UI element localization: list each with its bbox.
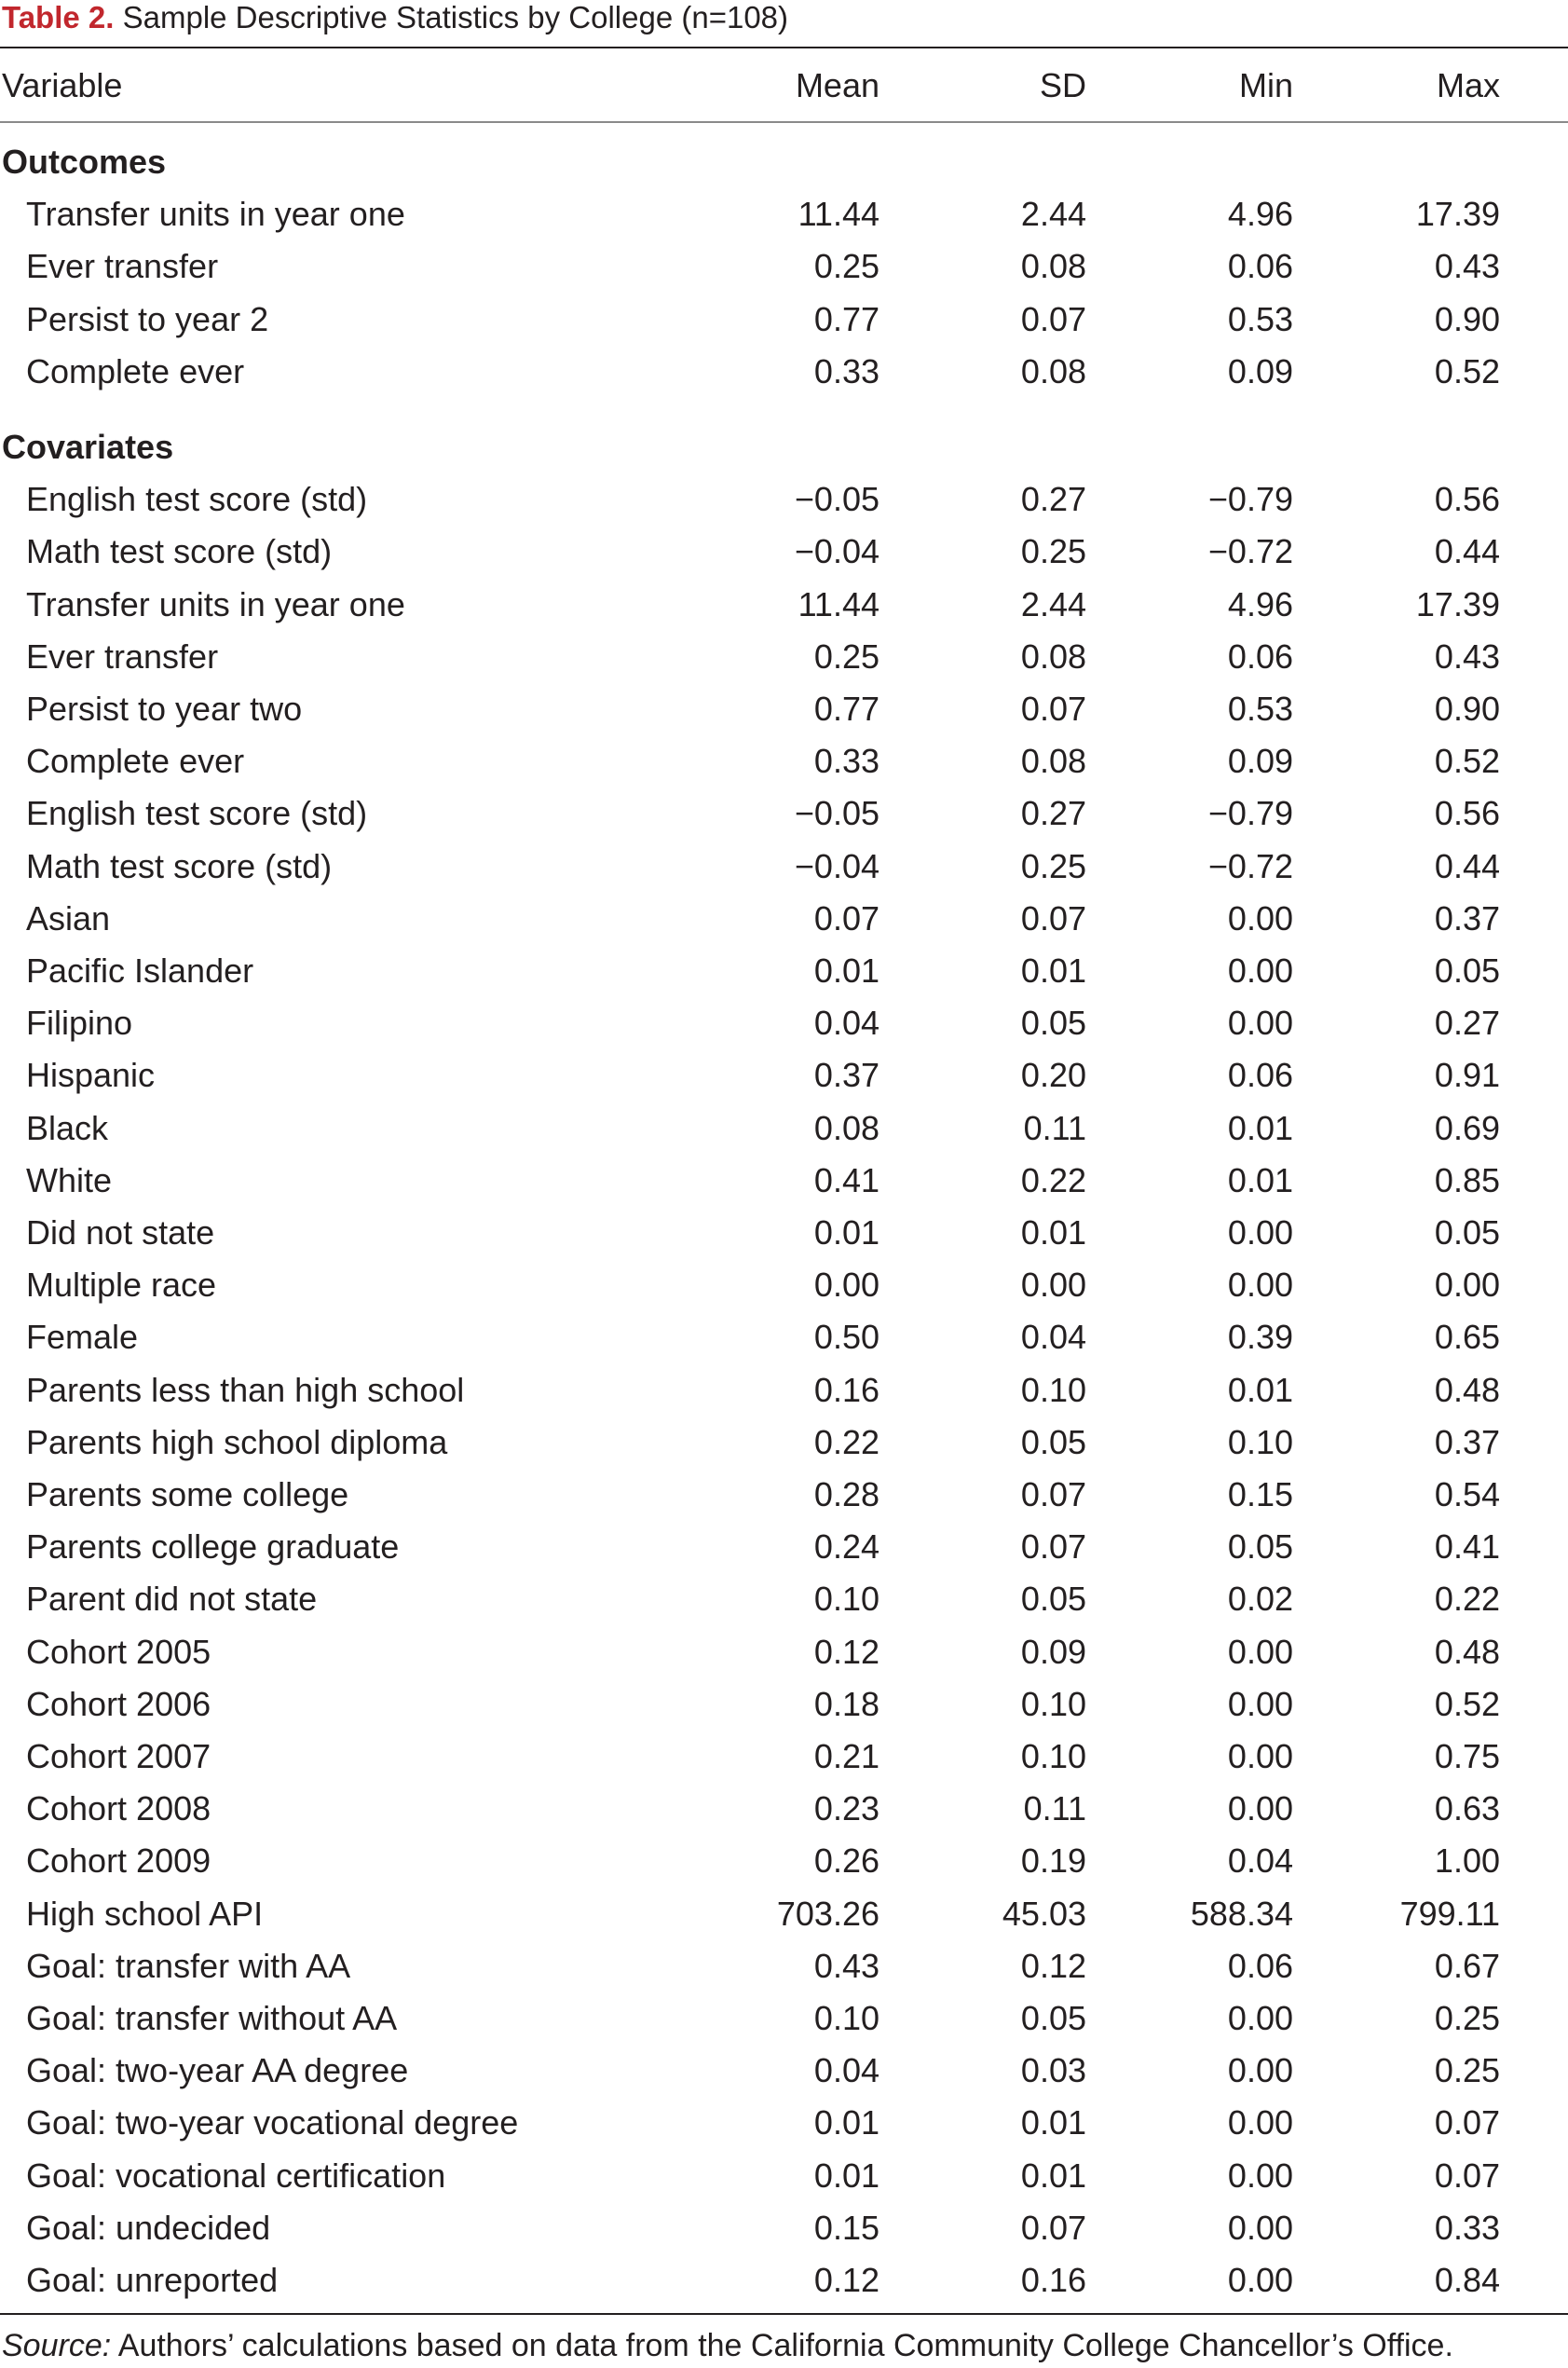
cell-min: 0.00: [1227, 2103, 1293, 2142]
cell-variable: Complete ever: [26, 351, 245, 390]
cell-min: 0.06: [1227, 1056, 1293, 1095]
cell-mean: 0.15: [813, 2208, 879, 2247]
table-row: [0, 1731, 1568, 1783]
table-row: [0, 188, 1568, 240]
cell-mean: 0.43: [813, 1946, 879, 1985]
cell-mean: 0.41: [813, 1160, 879, 1199]
table-row: [0, 1207, 1568, 1259]
cell-mean: 0.01: [813, 2156, 879, 2195]
cell-sd: 0.27: [1020, 794, 1086, 833]
source-note: [2, 2324, 1453, 2367]
table-row: [0, 1835, 1568, 1887]
cell-sd: 0.10: [1020, 1370, 1086, 1409]
table-row: [0, 1992, 1568, 2045]
table-row: [0, 294, 1568, 346]
cell-sd: 2.44: [1020, 195, 1086, 234]
table-row: [0, 1102, 1568, 1155]
cell-mean: 0.01: [813, 951, 879, 990]
header-max: Max: [1436, 66, 1500, 104]
section-title: Outcomes: [2, 143, 167, 181]
cell-max: 0.48: [1434, 1632, 1500, 1671]
cell-variable: Goal: two-year AA degree: [26, 2051, 409, 2090]
cell-mean: 0.21: [813, 1737, 879, 1775]
cell-sd: 0.01: [1020, 2156, 1086, 2195]
cell-max: 799.11: [1399, 1894, 1500, 1933]
table-row: [0, 2202, 1568, 2254]
cell-sd: 0.07: [1020, 898, 1086, 938]
cell-max: 0.05: [1434, 1213, 1500, 1252]
table-header-row: [0, 60, 1568, 112]
cell-variable: Did not state: [26, 1213, 215, 1252]
table-row: [0, 1364, 1568, 1417]
cell-sd: 0.25: [1020, 846, 1086, 885]
cell-variable: Complete ever: [26, 742, 245, 781]
cell-min: 0.00: [1227, 1684, 1293, 1723]
cell-variable: Parents some college: [26, 1475, 349, 1513]
cell-mean: 0.10: [813, 1999, 879, 2037]
cell-sd: 0.07: [1020, 2208, 1086, 2247]
cell-mean: 0.04: [813, 1004, 879, 1043]
cell-mean: 0.07: [813, 898, 879, 938]
top-rule: [0, 47, 1568, 48]
cell-min: −0.79: [1207, 480, 1293, 519]
cell-max: 0.52: [1434, 351, 1500, 390]
cell-max: 0.56: [1434, 480, 1500, 519]
cell-mean: 0.25: [813, 636, 879, 676]
cell-variable: Math test score (std): [26, 846, 333, 885]
cell-mean: −0.05: [794, 794, 879, 833]
cell-min: 4.96: [1227, 195, 1293, 234]
table-row: [0, 841, 1568, 893]
cell-max: 0.05: [1434, 951, 1500, 990]
cell-max: 0.65: [1434, 1318, 1500, 1357]
cell-sd: 45.03: [1002, 1894, 1086, 1933]
cell-min: 0.00: [1227, 1004, 1293, 1043]
cell-min: 0.00: [1227, 1266, 1293, 1305]
cell-mean: −0.05: [794, 480, 879, 519]
cell-variable: Multiple race: [26, 1266, 217, 1305]
table-row: [0, 346, 1568, 398]
source-label: Source:: [2, 2328, 112, 2363]
cell-mean: 0.24: [813, 1527, 879, 1567]
cell-variable: Ever transfer: [26, 247, 219, 286]
cell-sd: 0.20: [1020, 1056, 1086, 1095]
cell-variable: Goal: undecided: [26, 2208, 271, 2247]
table-row: [0, 735, 1568, 787]
header-mean: Mean: [795, 66, 879, 104]
cell-variable: Asian: [26, 898, 111, 938]
cell-sd: 0.05: [1020, 1999, 1086, 2037]
cell-sd: 0.19: [1020, 1841, 1086, 1881]
table-row: [0, 1678, 1568, 1731]
cell-max: 0.43: [1434, 247, 1500, 286]
cell-mean: 0.33: [813, 351, 879, 390]
cell-max: 0.00: [1434, 1266, 1500, 1305]
cell-variable: English test score (std): [26, 794, 368, 833]
cell-max: 17.39: [1415, 195, 1500, 234]
cell-sd: 0.07: [1020, 1475, 1086, 1513]
cell-max: 0.52: [1434, 742, 1500, 781]
cell-sd: 0.00: [1020, 1266, 1086, 1305]
bottom-rule: [0, 2313, 1568, 2315]
cell-sd: 0.11: [1023, 1789, 1086, 1828]
cell-sd: 0.01: [1020, 1213, 1086, 1252]
header-sd: SD: [1039, 66, 1086, 104]
cell-sd: 0.22: [1020, 1160, 1086, 1199]
cell-max: 0.25: [1434, 1999, 1500, 2037]
cell-min: 0.00: [1227, 2051, 1293, 2090]
cell-min: 0.15: [1227, 1475, 1293, 1513]
cell-sd: 0.11: [1023, 1108, 1086, 1147]
cell-sd: 0.05: [1020, 1580, 1086, 1619]
cell-mean: 0.01: [813, 2103, 879, 2142]
table-row: [0, 1417, 1568, 1469]
cell-mean: 703.26: [776, 1894, 879, 1933]
table-row: [0, 473, 1568, 526]
cell-min: 0.53: [1227, 299, 1293, 338]
cell-min: 0.09: [1227, 742, 1293, 781]
cell-min: 0.39: [1227, 1318, 1293, 1357]
table-row: [0, 631, 1568, 683]
cell-variable: Cohort 2009: [26, 1841, 211, 1881]
table-row: [0, 1049, 1568, 1102]
cell-mean: −0.04: [794, 846, 879, 885]
cell-variable: High school API: [26, 1894, 264, 1933]
cell-min: 0.00: [1227, 1632, 1293, 1671]
table-row: [0, 1940, 1568, 1992]
cell-sd: 0.09: [1020, 1632, 1086, 1671]
table-row: [0, 1155, 1568, 1207]
cell-max: 0.67: [1434, 1946, 1500, 1985]
cell-max: 0.37: [1434, 1422, 1500, 1461]
cell-min: 0.04: [1227, 1841, 1293, 1881]
cell-max: 0.27: [1434, 1004, 1500, 1043]
table-row: [0, 240, 1568, 293]
cell-max: 0.44: [1434, 846, 1500, 885]
cell-variable: Black: [26, 1108, 109, 1147]
cell-sd: 0.12: [1020, 1946, 1086, 1985]
table-row: [0, 1259, 1568, 1311]
cell-sd: 0.03: [1020, 2051, 1086, 2090]
cell-variable: Persist to year 2: [26, 299, 269, 338]
cell-variable: Hispanic: [26, 1056, 156, 1095]
cell-sd: 0.05: [1020, 1004, 1086, 1043]
cell-mean: −0.04: [794, 532, 879, 571]
table-row: [0, 893, 1568, 945]
cell-mean: 0.01: [813, 1213, 879, 1252]
cell-max: 0.75: [1434, 1737, 1500, 1775]
header-variable: Variable: [2, 66, 123, 104]
cell-mean: 11.44: [798, 195, 879, 234]
cell-max: 0.90: [1434, 690, 1500, 728]
cell-sd: 2.44: [1020, 584, 1086, 623]
source-text: Authors’ calculations based on data from the California Community College Chancellor’s Office.: [117, 2328, 1453, 2363]
cell-mean: 0.26: [813, 1841, 879, 1881]
cell-min: 0.00: [1227, 2261, 1293, 2299]
cell-variable: Math test score (std): [26, 532, 333, 571]
cell-variable: Female: [26, 1318, 139, 1357]
table-title: Sample Descriptive Statistics by College (n=108): [122, 0, 789, 34]
cell-variable: Parents less than high school: [26, 1370, 465, 1409]
cell-sd: 0.27: [1020, 480, 1086, 519]
cell-min: 0.00: [1227, 1999, 1293, 2037]
cell-mean: 0.12: [813, 2261, 879, 2299]
cell-variable: Parent did not state: [26, 1580, 318, 1619]
cell-sd: 0.01: [1020, 2103, 1086, 2142]
cell-variable: Cohort 2008: [26, 1789, 211, 1828]
table-row: [0, 945, 1568, 997]
cell-min: 0.00: [1227, 2208, 1293, 2247]
cell-sd: 0.07: [1020, 1527, 1086, 1567]
cell-max: 0.63: [1434, 1789, 1500, 1828]
cell-sd: 0.10: [1020, 1737, 1086, 1775]
table-row: [0, 1469, 1568, 1521]
cell-sd: 0.16: [1020, 2261, 1086, 2299]
header-rule: [0, 121, 1568, 123]
cell-min: 0.06: [1227, 1946, 1293, 1985]
cell-min: 0.01: [1227, 1108, 1293, 1147]
cell-variable: Goal: transfer with AA: [26, 1946, 351, 1985]
cell-max: 0.07: [1434, 2156, 1500, 2195]
cell-min: −0.79: [1207, 794, 1293, 833]
cell-sd: 0.10: [1020, 1684, 1086, 1723]
cell-mean: 0.12: [813, 1632, 879, 1671]
cell-mean: 0.77: [813, 299, 879, 338]
cell-max: 0.90: [1434, 299, 1500, 338]
cell-variable: Goal: transfer without AA: [26, 1999, 398, 2037]
cell-max: 0.22: [1434, 1580, 1500, 1619]
cell-min: 0.53: [1227, 690, 1293, 728]
cell-mean: 11.44: [798, 584, 879, 623]
cell-sd: 0.07: [1020, 690, 1086, 728]
cell-mean: 0.04: [813, 2051, 879, 2090]
cell-mean: 0.23: [813, 1789, 879, 1828]
cell-sd: 0.08: [1020, 636, 1086, 676]
cell-max: 0.69: [1434, 1108, 1500, 1147]
cell-min: 0.01: [1227, 1160, 1293, 1199]
cell-variable: Parents high school diploma: [26, 1422, 448, 1461]
cell-min: 0.06: [1227, 247, 1293, 286]
cell-mean: 0.10: [813, 1580, 879, 1619]
cell-mean: 0.25: [813, 247, 879, 286]
cell-max: 0.52: [1434, 1684, 1500, 1723]
header-min: Min: [1238, 66, 1293, 104]
cell-sd: 0.08: [1020, 247, 1086, 286]
cell-variable: Filipino: [26, 1004, 133, 1043]
table-row: [0, 526, 1568, 578]
cell-mean: 0.22: [813, 1422, 879, 1461]
cell-sd: 0.08: [1020, 742, 1086, 781]
cell-min: 0.00: [1227, 1789, 1293, 1828]
table-row: [0, 1626, 1568, 1678]
cell-variable: Cohort 2006: [26, 1684, 211, 1723]
cell-max: 0.56: [1434, 794, 1500, 833]
cell-min: −0.72: [1207, 846, 1293, 885]
cell-variable: Goal: two-year vocational degree: [26, 2103, 519, 2142]
cell-max: 0.84: [1434, 2261, 1500, 2299]
cell-sd: 0.07: [1020, 299, 1086, 338]
cell-sd: 0.05: [1020, 1422, 1086, 1461]
table-caption: [2, 0, 788, 41]
cell-variable: Goal: vocational certification: [26, 2156, 446, 2195]
cell-mean: 0.33: [813, 742, 879, 781]
cell-min: 0.01: [1227, 1370, 1293, 1409]
cell-variable: Cohort 2007: [26, 1737, 211, 1775]
cell-min: 0.05: [1227, 1527, 1293, 1567]
cell-max: 1.00: [1434, 1841, 1500, 1881]
table-row: [0, 2150, 1568, 2202]
cell-sd: 0.08: [1020, 351, 1086, 390]
cell-min: 0.10: [1227, 1422, 1293, 1461]
cell-variable: Transfer units in year one: [26, 195, 405, 234]
table-row: [0, 1888, 1568, 1940]
cell-variable: English test score (std): [26, 480, 368, 519]
cell-min: 0.00: [1227, 1737, 1293, 1775]
cell-variable: Transfer units in year one: [26, 584, 405, 623]
table-row: [0, 1783, 1568, 1835]
table-row: [0, 1573, 1568, 1625]
cell-sd: 0.01: [1020, 951, 1086, 990]
cell-max: 17.39: [1415, 584, 1500, 623]
cell-min: 0.09: [1227, 351, 1293, 390]
cell-min: 0.00: [1227, 951, 1293, 990]
cell-min: −0.72: [1207, 532, 1293, 571]
table-row: [0, 997, 1568, 1049]
cell-sd: 0.04: [1020, 1318, 1086, 1357]
table-row: [0, 579, 1568, 631]
cell-min: 588.34: [1190, 1894, 1293, 1933]
cell-variable: Parents college graduate: [26, 1527, 400, 1567]
cell-min: 0.00: [1227, 1213, 1293, 1252]
cell-mean: 0.37: [813, 1056, 879, 1095]
cell-max: 0.37: [1434, 898, 1500, 938]
cell-max: 0.25: [1434, 2051, 1500, 2090]
cell-mean: 0.00: [813, 1266, 879, 1305]
cell-variable: Ever transfer: [26, 636, 219, 676]
table-row: [0, 1311, 1568, 1363]
cell-max: 0.07: [1434, 2103, 1500, 2142]
cell-sd: 0.25: [1020, 532, 1086, 571]
table-row: [0, 2254, 1568, 2306]
cell-max: 0.85: [1434, 1160, 1500, 1199]
cell-variable: Persist to year two: [26, 690, 303, 728]
cell-variable: Goal: unreported: [26, 2261, 279, 2299]
cell-max: 0.33: [1434, 2208, 1500, 2247]
cell-mean: 0.50: [813, 1318, 879, 1357]
cell-min: 0.02: [1227, 1580, 1293, 1619]
cell-variable: Cohort 2005: [26, 1632, 211, 1671]
cell-mean: 0.77: [813, 690, 879, 728]
table-row: [0, 683, 1568, 735]
table-row: [0, 2045, 1568, 2097]
cell-min: 4.96: [1227, 584, 1293, 623]
cell-min: 0.00: [1227, 898, 1293, 938]
section-title: Covariates: [2, 428, 174, 466]
cell-mean: 0.16: [813, 1370, 879, 1409]
table-number: Table 2.: [2, 0, 115, 34]
cell-min: 0.00: [1227, 2156, 1293, 2195]
cell-mean: 0.08: [813, 1108, 879, 1147]
cell-max: 0.48: [1434, 1370, 1500, 1409]
cell-max: 0.44: [1434, 532, 1500, 571]
table-row: [0, 1521, 1568, 1573]
cell-max: 0.41: [1434, 1527, 1500, 1567]
table-row: [0, 2097, 1568, 2149]
cell-max: 0.91: [1434, 1056, 1500, 1095]
cell-max: 0.43: [1434, 636, 1500, 676]
cell-variable: Pacific Islander: [26, 951, 254, 990]
table-row: [0, 787, 1568, 840]
cell-max: 0.54: [1434, 1475, 1500, 1513]
cell-mean: 0.28: [813, 1475, 879, 1513]
cell-mean: 0.18: [813, 1684, 879, 1723]
cell-min: 0.06: [1227, 636, 1293, 676]
cell-variable: White: [26, 1160, 113, 1199]
